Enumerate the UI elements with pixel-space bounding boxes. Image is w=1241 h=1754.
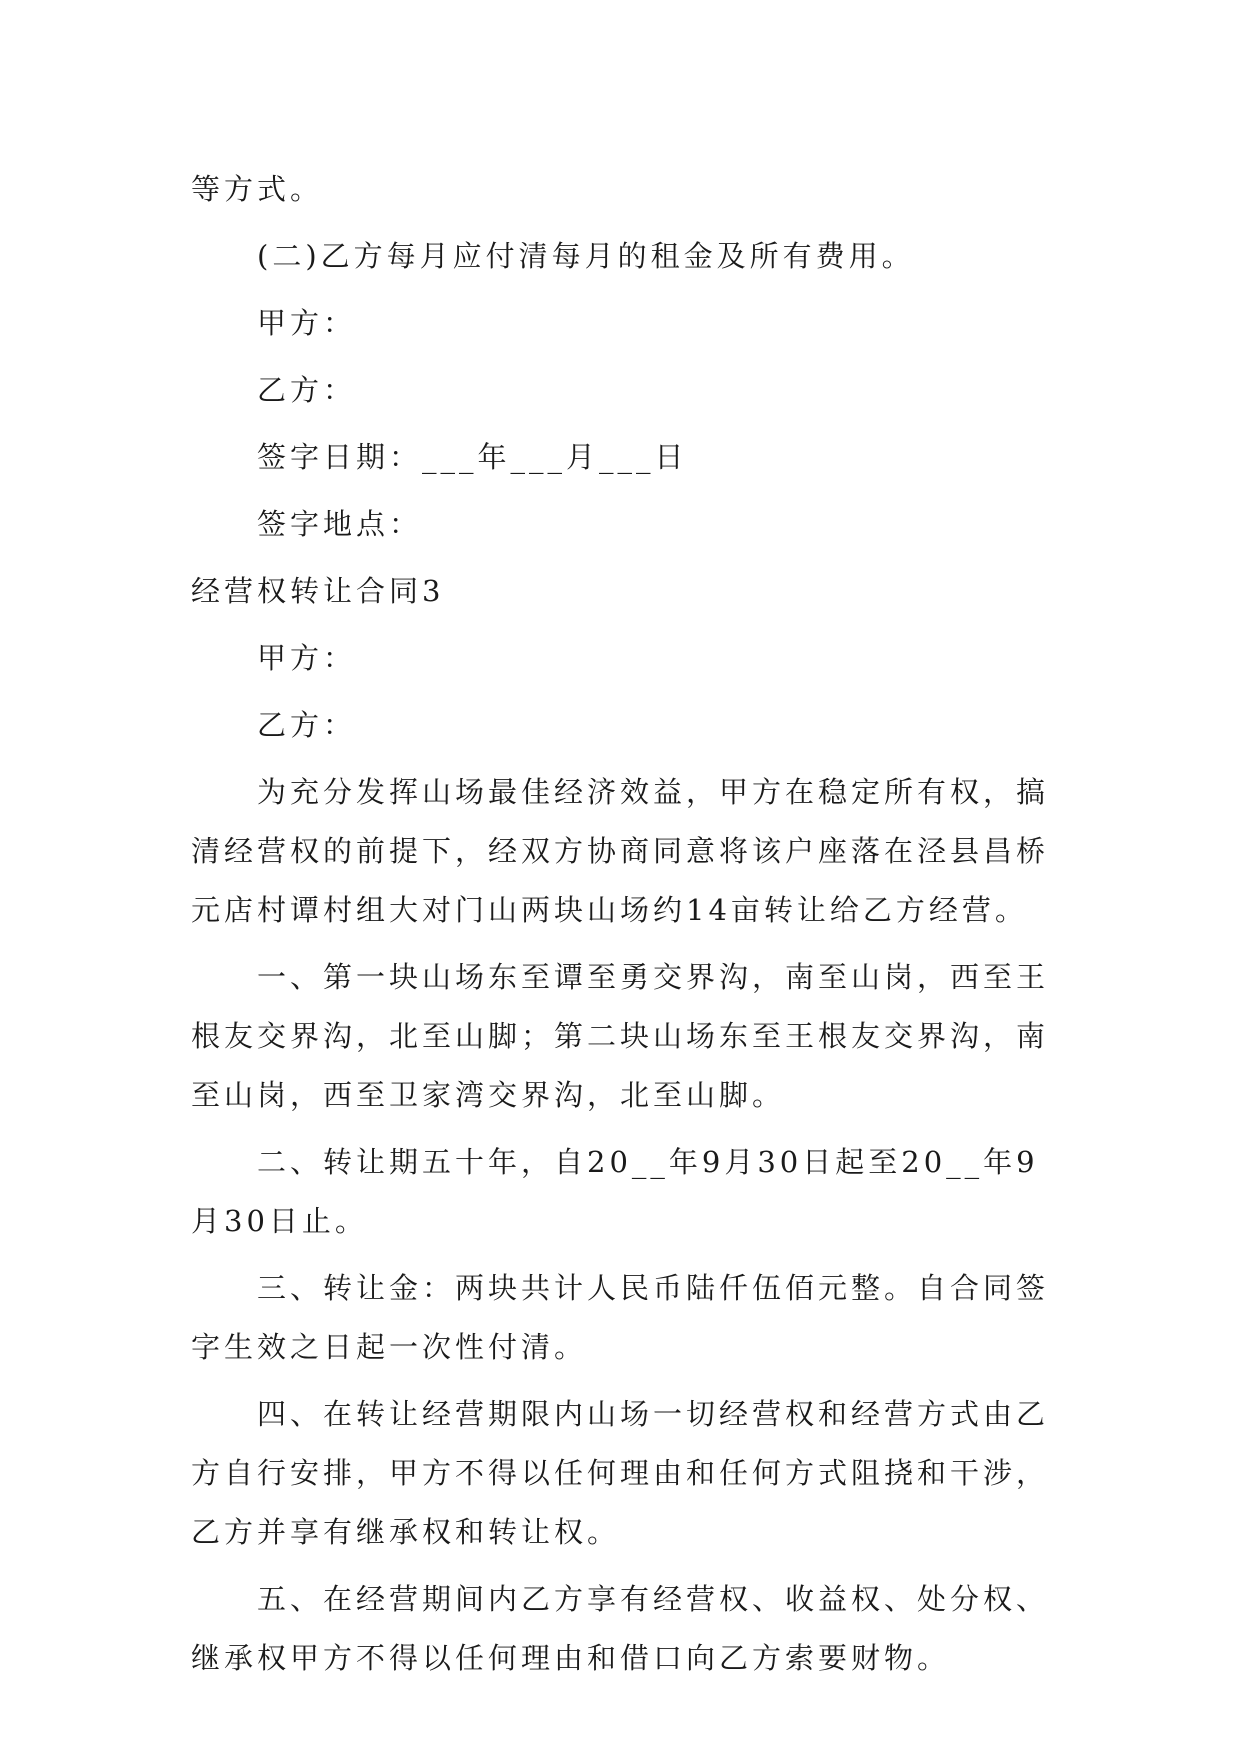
clause-2-paragraph [191,1133,1051,1251]
clause-5-paragraph [191,1570,1051,1688]
prev-party-b-label: 乙方： [257,373,357,407]
prev-sign-date: 签字日期：___年___月___日 [257,440,688,474]
prev-party-a-label: 甲方： [257,306,357,340]
document-body [191,160,1051,1688]
clause-4-paragraph [191,1385,1051,1562]
paragraph-line: 四、在转让经营期限内山场一切经营权和经营方式由乙 [257,1397,1050,1431]
paragraph-line: 五、在经营期间内乙方享有经营权、收益权、处分权、 [257,1582,1050,1616]
paragraph-line: 月30日止。 [191,1204,368,1238]
prev-clause-2: (二)乙方每月应付清每月的租金及所有费用。 [257,239,915,273]
prev-section-closing-line: 等方式。 [191,172,324,206]
paragraph-line: 二、转让期五十年，自20__年9月30日起至20__年9 [257,1145,1039,1179]
paragraph-line: 三、转让金：两块共计人民币陆仟伍佰元整。自合同签 [257,1271,1050,1305]
paragraph-line: 清经营权的前提下，经双方协商同意将该户座落在泾县昌桥 [191,834,1050,868]
paragraph-line: 方自行安排，甲方不得以任何理由和任何方式阻挠和干涉， [191,1456,1050,1490]
party-b-label: 乙方： [257,708,357,742]
paragraph-line: 至山岗，西至卫家湾交界沟，北至山脚。 [191,1078,786,1112]
paragraph-line: 元店村谭村组大对门山两块山场约14亩转让给乙方经营。 [191,893,1028,927]
party-a-label: 甲方： [257,641,357,675]
paragraph-line: 乙方并享有继承权和转让权。 [191,1515,621,1549]
paragraph-line: 继承权甲方不得以任何理由和借口向乙方索要财物。 [191,1641,951,1675]
clause-3-paragraph [191,1259,1051,1377]
paragraph-line: 字生效之日起一次性付清。 [191,1330,588,1364]
paragraph-line: 为充分发挥山场最佳经济效益，甲方在稳定所有权，搞 [257,775,1050,809]
intro-paragraph [191,763,1051,940]
clause-1-paragraph [191,948,1051,1125]
paragraph-line: 根友交界沟，北至山脚；第二块山场东至王根友交界沟，南 [191,1019,1050,1053]
contract-title: 经营权转让合同3 [191,574,445,608]
prev-sign-place: 签字地点： [257,507,423,541]
paragraph-line: 一、第一块山场东至谭至勇交界沟，南至山岗，西至王 [257,960,1050,994]
